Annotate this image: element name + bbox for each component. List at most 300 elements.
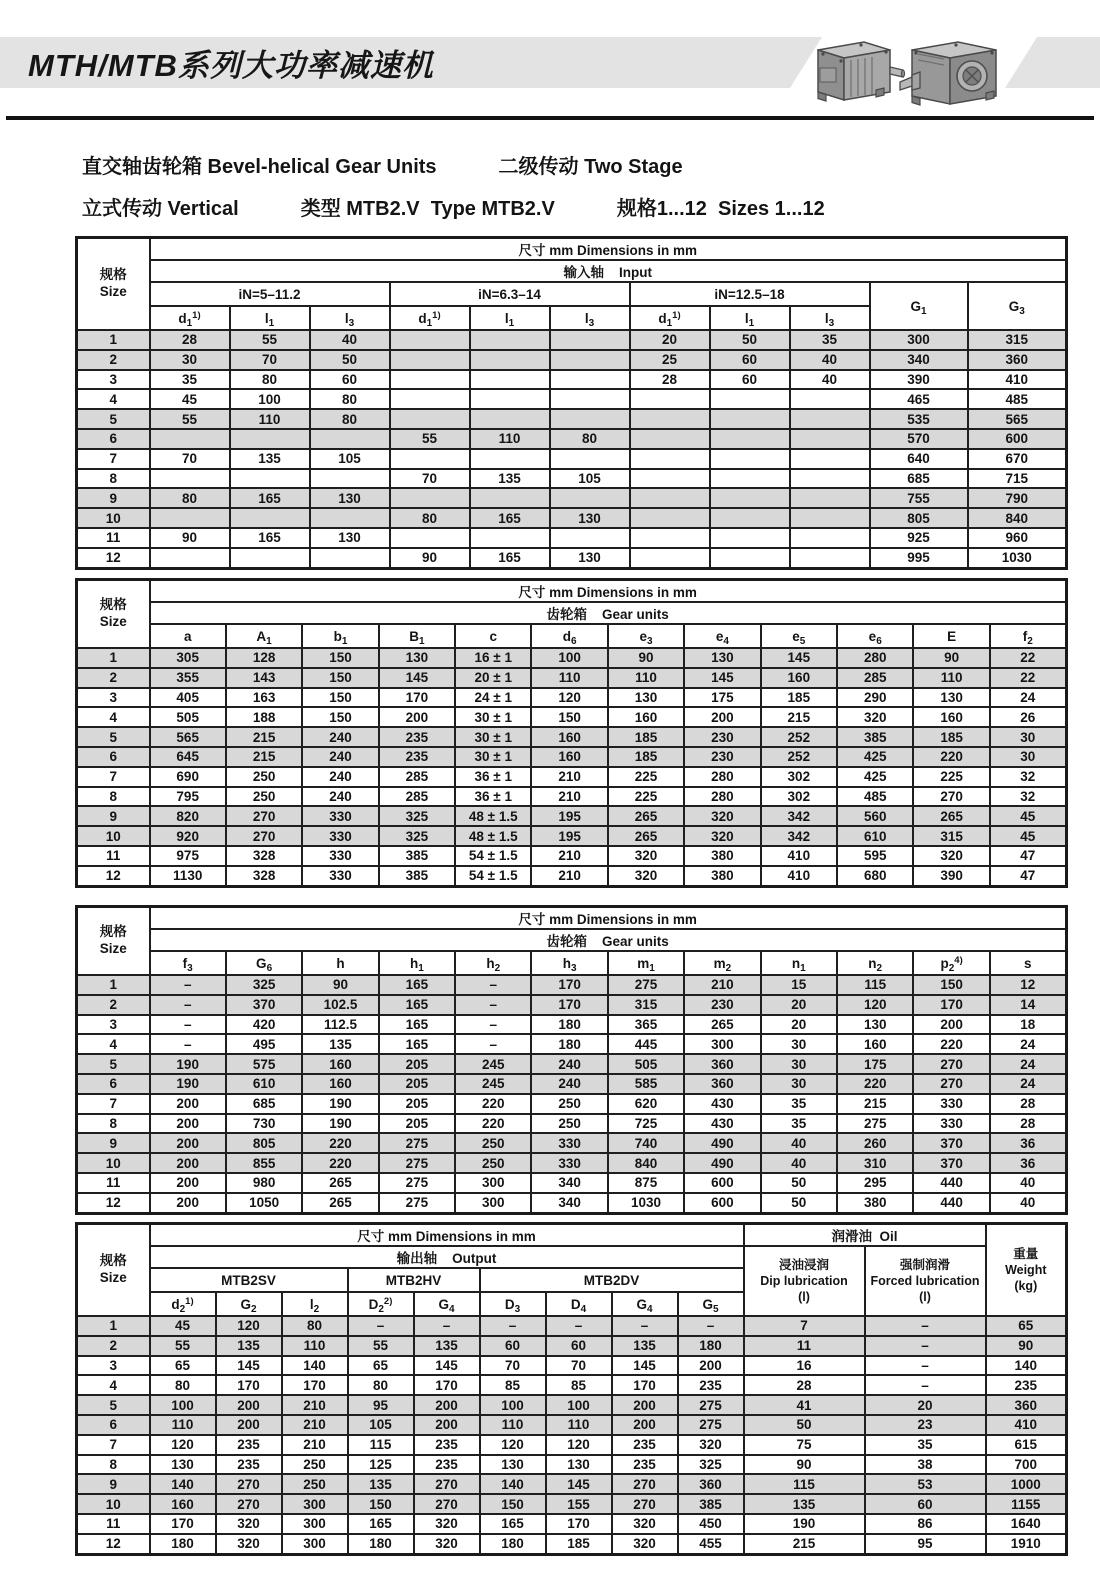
column-header: $h_2$ bbox=[455, 951, 531, 975]
subtitle-segment: 直交轴齿轮箱 Bevel-helical Gear Units bbox=[82, 156, 437, 178]
table-cell: 310 bbox=[837, 1153, 913, 1173]
header-banner-right bbox=[1005, 37, 1100, 88]
table-cell: 270 bbox=[913, 1054, 989, 1074]
table-cell: 360 bbox=[986, 1395, 1067, 1415]
table-cell: 615 bbox=[986, 1435, 1067, 1455]
table-cell: 740 bbox=[608, 1133, 684, 1153]
table-cell: 330 bbox=[913, 1094, 989, 1114]
table-cell: – bbox=[348, 1316, 414, 1336]
subtitle-segment: 规格1...12 Sizes 1...12 bbox=[616, 198, 825, 220]
table-cell: 250 bbox=[455, 1133, 531, 1153]
table-cell: 235 bbox=[414, 1455, 480, 1475]
table-cell: 160 bbox=[761, 668, 837, 688]
table-row bbox=[77, 1514, 1067, 1534]
table-cell: 410 bbox=[761, 846, 837, 866]
table-cell: 150 bbox=[302, 668, 378, 688]
table-cell: 570 bbox=[870, 429, 968, 449]
table-cell: 210 bbox=[282, 1435, 348, 1455]
table-cell: 8 bbox=[77, 1455, 150, 1475]
table-cell: 50 bbox=[744, 1415, 865, 1435]
table-cell: 230 bbox=[684, 747, 760, 767]
table-cell: 260 bbox=[837, 1133, 913, 1153]
table-cell: 45 bbox=[990, 806, 1066, 826]
column-header: $d_6$ bbox=[531, 624, 607, 648]
table-cell: 140 bbox=[282, 1356, 348, 1376]
table-cell: 252 bbox=[761, 727, 837, 747]
table-cell: 235 bbox=[379, 747, 455, 767]
table-cell: 150 bbox=[302, 707, 378, 727]
column-header: $l_3$ bbox=[550, 306, 630, 330]
table-cell: 300 bbox=[282, 1514, 348, 1534]
table-cell: 135 bbox=[612, 1336, 678, 1356]
column-header: $d_2^{1)}$ bbox=[150, 1292, 216, 1316]
table-cell bbox=[550, 409, 630, 429]
table-row bbox=[77, 1133, 1067, 1153]
column-header: $b_1$ bbox=[302, 624, 378, 648]
table-cell bbox=[630, 488, 710, 508]
table-cell bbox=[710, 389, 790, 409]
table-cell bbox=[150, 469, 230, 489]
table-cell: 320 bbox=[608, 866, 684, 886]
table-cell: 285 bbox=[837, 668, 913, 688]
table-cell: 5 bbox=[77, 1054, 150, 1074]
table-cell: 465 bbox=[870, 389, 968, 409]
table-cell: 20 bbox=[630, 330, 710, 350]
column-header: $G_2$ bbox=[216, 1292, 282, 1316]
table-cell: 685 bbox=[226, 1094, 302, 1114]
ratio-range-header: iN=6.3–14 bbox=[390, 282, 630, 306]
table-row bbox=[77, 370, 1067, 390]
table-cell: 50 bbox=[710, 330, 790, 350]
oil-title: 润滑油 Oil bbox=[744, 1224, 986, 1247]
table-cell: 1000 bbox=[986, 1474, 1067, 1494]
table-cell: 200 bbox=[150, 1193, 226, 1213]
table-cell: 300 bbox=[455, 1173, 531, 1193]
table-cell: 130 bbox=[550, 508, 630, 528]
dimensions-title: 尺寸 mm Dimensions in mm bbox=[150, 907, 1067, 930]
table-cell: 100 bbox=[531, 648, 607, 668]
table-cell: 32 bbox=[990, 767, 1066, 787]
table-row bbox=[77, 350, 1067, 370]
column-header: $D_3$ bbox=[480, 1292, 546, 1316]
table-cell: – bbox=[150, 1015, 226, 1035]
table-cell: 220 bbox=[455, 1114, 531, 1134]
table-cell bbox=[630, 409, 710, 429]
table-cell: 80 bbox=[282, 1316, 348, 1336]
table-cell: 620 bbox=[608, 1094, 684, 1114]
table-cell: 320 bbox=[612, 1534, 678, 1554]
table-cell: 485 bbox=[968, 389, 1067, 409]
table-cell: 80 bbox=[348, 1375, 414, 1395]
table-cell: 820 bbox=[150, 806, 226, 826]
table-cell: 300 bbox=[684, 1034, 760, 1054]
table-cell: 270 bbox=[913, 787, 989, 807]
table-cell: 80 bbox=[550, 429, 630, 449]
model-header-mtb2dv: MTB2DV bbox=[480, 1268, 744, 1292]
table-cell: 220 bbox=[302, 1133, 378, 1153]
table-cell bbox=[470, 488, 550, 508]
table-cell: 330 bbox=[531, 1133, 607, 1153]
table-cell: 505 bbox=[608, 1054, 684, 1074]
table-cell: 342 bbox=[761, 826, 837, 846]
table-cell: 320 bbox=[414, 1514, 480, 1534]
table-cell bbox=[390, 330, 470, 350]
table-cell: 420 bbox=[226, 1015, 302, 1035]
table-body bbox=[77, 330, 1067, 568]
table-cell: 300 bbox=[282, 1534, 348, 1554]
table-cell: 265 bbox=[913, 806, 989, 826]
table-cell: 360 bbox=[684, 1054, 760, 1074]
table-cell: 205 bbox=[379, 1054, 455, 1074]
table-cell bbox=[230, 429, 310, 449]
table-cell bbox=[390, 409, 470, 429]
table-cell: 1030 bbox=[968, 548, 1067, 568]
table-cell: 495 bbox=[226, 1034, 302, 1054]
table-cell: – bbox=[480, 1316, 546, 1336]
column-header: $l_1$ bbox=[230, 306, 310, 330]
table-cell: 80 bbox=[310, 389, 390, 409]
table-cell: 60 bbox=[710, 370, 790, 390]
table-cell: 11 bbox=[77, 1514, 150, 1534]
table-cell: 90 bbox=[744, 1455, 865, 1475]
table-cell: 235 bbox=[414, 1435, 480, 1455]
table-cell: 32 bbox=[990, 787, 1066, 807]
table-cell bbox=[630, 429, 710, 449]
table-cell: 22 bbox=[990, 648, 1066, 668]
table-row bbox=[77, 1474, 1067, 1494]
table-cell bbox=[630, 528, 710, 548]
dip-lubrication-header: 浸油浸润 Dip lubrication (l) bbox=[744, 1246, 865, 1316]
table-cell: 360 bbox=[968, 350, 1067, 370]
table-cell: 200 bbox=[414, 1395, 480, 1415]
table-cell: 215 bbox=[226, 747, 302, 767]
table-cell: 275 bbox=[379, 1173, 455, 1193]
table-cell: 340 bbox=[870, 350, 968, 370]
table-cell: 490 bbox=[684, 1153, 760, 1173]
table-cell: 240 bbox=[302, 747, 378, 767]
table-cell: 70 bbox=[150, 449, 230, 469]
column-header: $m_1$ bbox=[608, 951, 684, 975]
table-cell: 180 bbox=[531, 1015, 607, 1035]
table-cell: 235 bbox=[216, 1455, 282, 1475]
table-cell: 225 bbox=[913, 767, 989, 787]
table-cell: 20 ± 1 bbox=[455, 668, 531, 688]
table-cell: 135 bbox=[348, 1474, 414, 1494]
table-cell: 11 bbox=[77, 1173, 150, 1193]
subtitle-segment: 立式传动 Vertical bbox=[82, 198, 239, 220]
table-cell: 60 bbox=[865, 1494, 986, 1514]
table-row bbox=[77, 1534, 1067, 1554]
table-cell: 425 bbox=[837, 767, 913, 787]
input-shaft-title: 输入轴 Input bbox=[150, 260, 1067, 282]
table-cell: 925 bbox=[870, 528, 968, 548]
table-cell: 135 bbox=[216, 1336, 282, 1356]
table-cell: 280 bbox=[837, 648, 913, 668]
table-cell: 440 bbox=[913, 1193, 989, 1213]
column-header: $G_5$ bbox=[678, 1292, 744, 1316]
table-cell: 65 bbox=[150, 1356, 216, 1376]
table-cell: 110 bbox=[531, 668, 607, 688]
table-cell: 90 bbox=[302, 975, 378, 995]
table-cell: 250 bbox=[226, 767, 302, 787]
table-row bbox=[77, 1193, 1067, 1213]
table-cell: 6 bbox=[77, 747, 150, 767]
table-cell: 440 bbox=[913, 1173, 989, 1193]
table-cell: 40 bbox=[990, 1173, 1066, 1193]
table-cell: 250 bbox=[226, 787, 302, 807]
table-cell: 5 bbox=[77, 1395, 150, 1415]
table-cell: 220 bbox=[913, 747, 989, 767]
table-cell: 102.5 bbox=[302, 995, 378, 1015]
table-cell: 330 bbox=[302, 826, 378, 846]
table-cell: 135 bbox=[302, 1034, 378, 1054]
table-cell: 90 bbox=[608, 648, 684, 668]
table-cell bbox=[790, 548, 870, 568]
table-cell: 28 bbox=[744, 1375, 865, 1395]
table-cell: 210 bbox=[531, 846, 607, 866]
table-cell: 135 bbox=[744, 1494, 865, 1514]
table-cell: 2 bbox=[77, 995, 150, 1015]
table-cell: 360 bbox=[678, 1474, 744, 1494]
table-cell: 680 bbox=[837, 866, 913, 886]
table-cell: 180 bbox=[678, 1336, 744, 1356]
table-cell: 35 bbox=[790, 330, 870, 350]
table-cell: 210 bbox=[531, 866, 607, 886]
gear-unit-photo-1 bbox=[806, 18, 906, 113]
table-cell: 10 bbox=[77, 826, 150, 846]
table-cell bbox=[710, 429, 790, 449]
table-cell bbox=[790, 429, 870, 449]
table-cell: 90 bbox=[150, 528, 230, 548]
table-cell: 805 bbox=[226, 1133, 302, 1153]
table-cell bbox=[150, 429, 230, 449]
table-cell: 110 bbox=[608, 668, 684, 688]
table-cell: 315 bbox=[968, 330, 1067, 350]
column-header: $l_3$ bbox=[310, 306, 390, 330]
table-row bbox=[77, 668, 1067, 688]
table-cell: 53 bbox=[865, 1474, 986, 1494]
table-header bbox=[77, 580, 1067, 649]
table-cell: 170 bbox=[414, 1375, 480, 1395]
subtitle-line-1 bbox=[82, 150, 683, 179]
table-cell: 430 bbox=[684, 1114, 760, 1134]
table-cell: 65 bbox=[348, 1356, 414, 1376]
table-row bbox=[77, 508, 1067, 528]
table-cell: 725 bbox=[608, 1114, 684, 1134]
table-cell: 12 bbox=[990, 975, 1066, 995]
table-row bbox=[77, 826, 1067, 846]
table-cell: 20 bbox=[865, 1395, 986, 1415]
table-cell: 90 bbox=[913, 648, 989, 668]
table-cell: 315 bbox=[608, 995, 684, 1015]
table-cell: 270 bbox=[913, 1074, 989, 1094]
table-cell: 41 bbox=[744, 1395, 865, 1415]
table-row bbox=[77, 1375, 1067, 1395]
table-cell: 40 bbox=[790, 350, 870, 370]
table-cell bbox=[470, 370, 550, 390]
table-cell: 55 bbox=[150, 409, 230, 429]
table-cell: 230 bbox=[684, 995, 760, 1015]
table-row bbox=[77, 1034, 1067, 1054]
table-cell: 22 bbox=[990, 668, 1066, 688]
table-cell: 205 bbox=[379, 1074, 455, 1094]
table-cell bbox=[710, 449, 790, 469]
table-cell: 1 bbox=[77, 975, 150, 995]
table-cell: 110 bbox=[282, 1336, 348, 1356]
table-cell: 320 bbox=[216, 1534, 282, 1554]
table-cell: 30 bbox=[990, 747, 1066, 767]
table-cell bbox=[310, 429, 390, 449]
table-cell: 30 bbox=[150, 350, 230, 370]
table-cell bbox=[630, 469, 710, 489]
table-row bbox=[77, 330, 1067, 350]
table-cell: 100 bbox=[150, 1395, 216, 1415]
table-cell: 16 ± 1 bbox=[455, 648, 531, 668]
table-cell: 50 bbox=[761, 1173, 837, 1193]
table-row bbox=[77, 975, 1067, 995]
table-cell: 150 bbox=[302, 688, 378, 708]
table-cell: 280 bbox=[684, 767, 760, 787]
table-cell: 170 bbox=[546, 1514, 612, 1534]
table-cell: 130 bbox=[550, 548, 630, 568]
table-cell: 80 bbox=[310, 409, 390, 429]
column-header: $G_6$ bbox=[226, 951, 302, 975]
table-cell: 90 bbox=[390, 548, 470, 568]
size-column-header: 规格 Size bbox=[77, 1224, 150, 1317]
table-cell: 110 bbox=[913, 668, 989, 688]
table-cell: 4 bbox=[77, 1375, 150, 1395]
table-cell: 65 bbox=[986, 1316, 1067, 1336]
table-cell: 300 bbox=[282, 1494, 348, 1514]
table-cell: 50 bbox=[761, 1193, 837, 1213]
table-cell: 150 bbox=[531, 707, 607, 727]
table-cell bbox=[790, 469, 870, 489]
table-cell: 560 bbox=[837, 806, 913, 826]
table-cell: – bbox=[455, 975, 531, 995]
table-cell: 35 bbox=[761, 1114, 837, 1134]
table-cell bbox=[470, 389, 550, 409]
table-cell: – bbox=[865, 1356, 986, 1376]
table-cell: 180 bbox=[531, 1034, 607, 1054]
table-cell: 425 bbox=[837, 747, 913, 767]
table-cell: 170 bbox=[913, 995, 989, 1015]
table-cell: 875 bbox=[608, 1173, 684, 1193]
table-row bbox=[77, 389, 1067, 409]
table-cell: 4 bbox=[77, 389, 150, 409]
table-cell: 80 bbox=[150, 1375, 216, 1395]
table-cell: 130 bbox=[837, 1015, 913, 1035]
gear-units-title: 齿轮箱 Gear units bbox=[150, 602, 1067, 624]
table-cell: 390 bbox=[870, 370, 968, 390]
table-cell: 20 bbox=[761, 995, 837, 1015]
table-cell: 305 bbox=[150, 648, 226, 668]
table-cell: 285 bbox=[379, 767, 455, 787]
table-cell: 40 bbox=[790, 370, 870, 390]
table-cell: 490 bbox=[684, 1133, 760, 1153]
table-cell: 295 bbox=[837, 1173, 913, 1193]
table-cell: 200 bbox=[150, 1153, 226, 1173]
table-cell: 130 bbox=[546, 1455, 612, 1475]
table-cell bbox=[790, 409, 870, 429]
table-cell: 225 bbox=[608, 767, 684, 787]
column-header: $n_2$ bbox=[837, 951, 913, 975]
table-cell: 130 bbox=[310, 488, 390, 508]
table-row bbox=[77, 1054, 1067, 1074]
table-cell: 685 bbox=[870, 469, 968, 489]
table-cell: 35 bbox=[761, 1094, 837, 1114]
table-cell: 252 bbox=[761, 747, 837, 767]
table-cell: 150 bbox=[913, 975, 989, 995]
table-cell: 120 bbox=[216, 1316, 282, 1336]
table-cell: 270 bbox=[226, 806, 302, 826]
table-cell: 600 bbox=[968, 429, 1067, 449]
table-cell bbox=[390, 449, 470, 469]
table-cell: 180 bbox=[150, 1534, 216, 1554]
table-cell: 330 bbox=[913, 1114, 989, 1134]
table-cell: 130 bbox=[310, 528, 390, 548]
table-row bbox=[77, 548, 1067, 568]
gear-unit-dimensions-table-1 bbox=[75, 578, 1068, 888]
g3-column-header: $G_3$ bbox=[968, 282, 1067, 330]
column-header: $e_5$ bbox=[761, 624, 837, 648]
table-row bbox=[77, 787, 1067, 807]
table-cell: 195 bbox=[531, 826, 607, 846]
table-cell: 165 bbox=[230, 488, 310, 508]
output-shaft-oil-weight-table bbox=[75, 1222, 1068, 1556]
table-cell: 30 bbox=[761, 1074, 837, 1094]
table-cell: 275 bbox=[379, 1193, 455, 1213]
table-cell: 145 bbox=[684, 668, 760, 688]
table-cell: 20 bbox=[761, 1015, 837, 1035]
table-cell: 3 bbox=[77, 370, 150, 390]
table-cell bbox=[710, 409, 790, 429]
table-cell: 70 bbox=[546, 1356, 612, 1376]
weight-column-header: 重量 Weight (kg) bbox=[986, 1224, 1067, 1317]
table-cell bbox=[470, 409, 550, 429]
table-cell bbox=[230, 548, 310, 568]
table-cell: 130 bbox=[913, 688, 989, 708]
table-cell: 170 bbox=[282, 1375, 348, 1395]
table-cell: 130 bbox=[150, 1455, 216, 1475]
table-cell: 130 bbox=[379, 648, 455, 668]
table-cell: 163 bbox=[226, 688, 302, 708]
table-cell: 7 bbox=[744, 1316, 865, 1336]
table-cell: 385 bbox=[837, 727, 913, 747]
table-cell: 320 bbox=[913, 846, 989, 866]
table-cell: 265 bbox=[302, 1173, 378, 1193]
column-header: s bbox=[990, 951, 1066, 975]
column-header: $B_1$ bbox=[379, 624, 455, 648]
table-cell: 40 bbox=[310, 330, 390, 350]
table-cell: 645 bbox=[150, 747, 226, 767]
table-row bbox=[77, 648, 1067, 668]
table-cell: 320 bbox=[678, 1435, 744, 1455]
table-cell bbox=[790, 449, 870, 469]
table-cell: 55 bbox=[230, 330, 310, 350]
table-cell: 410 bbox=[761, 866, 837, 886]
table-cell: – bbox=[865, 1375, 986, 1395]
table-cell: – bbox=[546, 1316, 612, 1336]
table-cell: 11 bbox=[77, 528, 150, 548]
table-cell: 45 bbox=[150, 389, 230, 409]
table-cell: 365 bbox=[608, 1015, 684, 1035]
table-cell: 60 bbox=[310, 370, 390, 390]
table-cell: 30 ± 1 bbox=[455, 727, 531, 747]
table-cell bbox=[310, 508, 390, 528]
column-header: $l_1$ bbox=[470, 306, 550, 330]
table-cell: 200 bbox=[612, 1415, 678, 1435]
table-cell: 120 bbox=[837, 995, 913, 1015]
